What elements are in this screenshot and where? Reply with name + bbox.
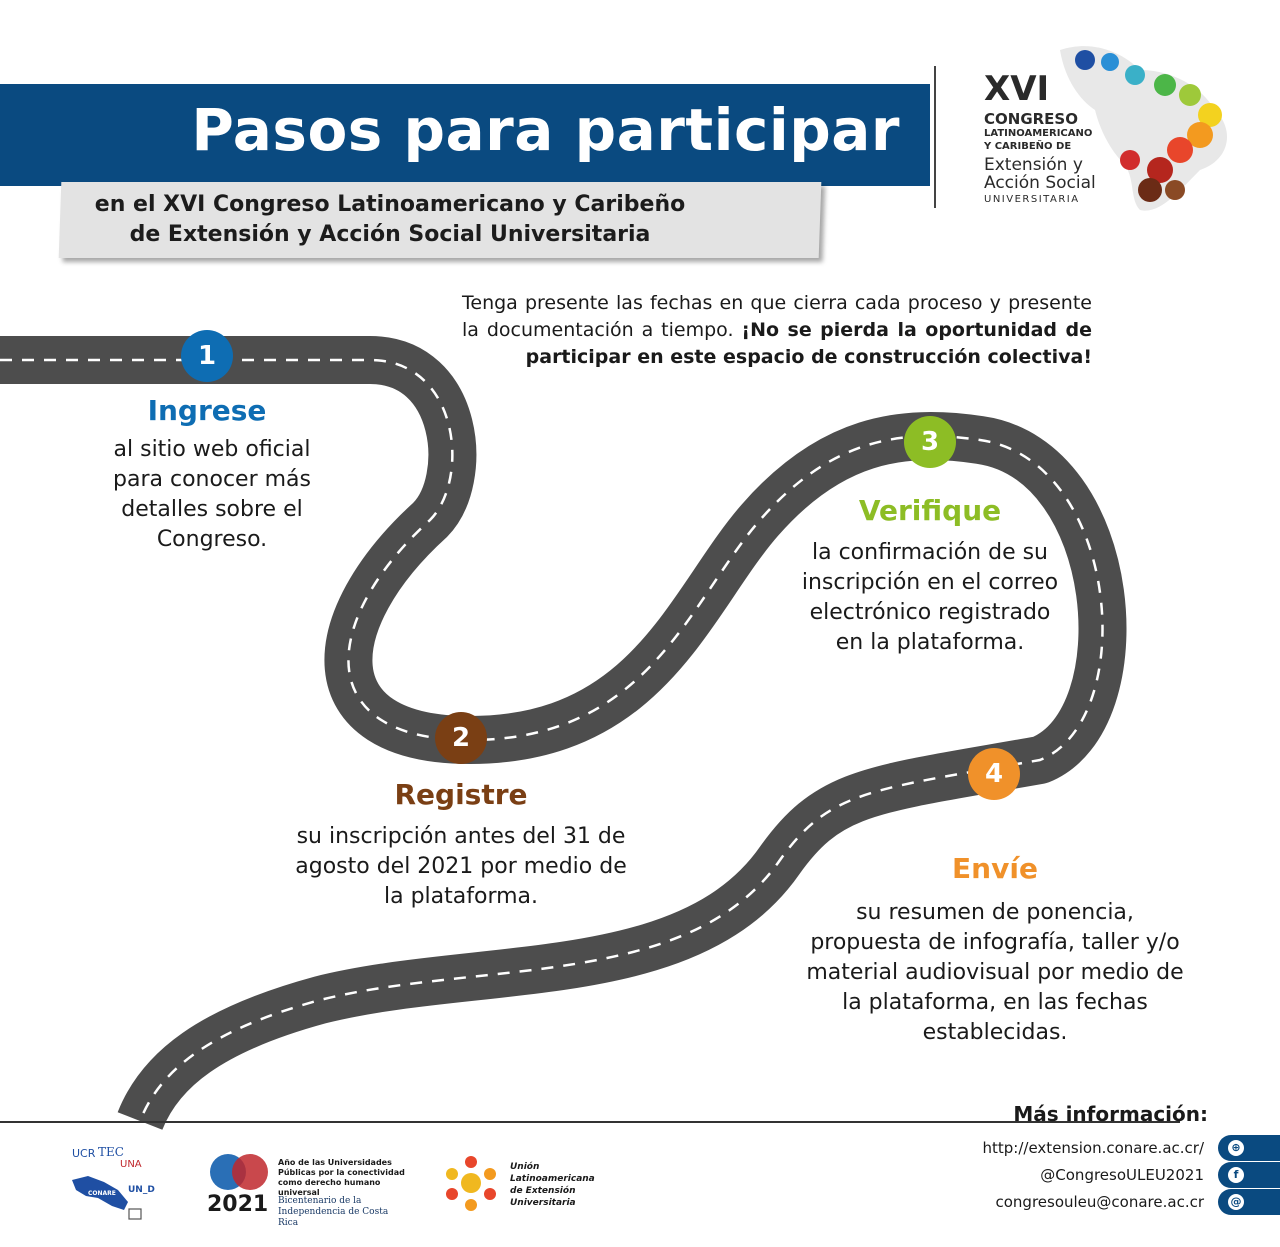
notice-bold: ¡No se pierda la oportunidad de participar en este espacio de construcción colectiva! [525, 319, 1092, 368]
step-4-heading: Envíe [952, 852, 1038, 885]
logo-line-5: UNIVERSITARIA [984, 194, 1080, 205]
step-4-description: su resumen de ponencia, propuesta de infografía, taller y/o material audiovisual por medio de la plataforma, en las fechas establecidas. [806, 900, 1184, 1045]
contact-tab [1218, 1162, 1280, 1188]
step-1-number-badge: 1 [181, 330, 233, 382]
subtitle-line-2: de Extensión y Acción Social Universitaria [129, 222, 651, 247]
step-3-description: la confirmación de su inscripción en el correo electrónico registrado en la plataforma. [801, 540, 1059, 655]
website-link[interactable]: http://extension.conare.ac.cr/ [982, 1139, 1204, 1157]
step-4-number-badge: 4 [968, 748, 1020, 800]
logo-line-3: Extensión y [984, 155, 1083, 175]
ucr-label: UCR [72, 1147, 96, 1160]
ulu-caption: Unión Latinoamericana de Extensión Universitaria [510, 1162, 595, 1208]
contact-email[interactable] [996, 1189, 1280, 1215]
bicentenario-caption: Bicentenario de la Independencia de Costa Rica [278, 1196, 389, 1228]
logo-congreso: CONGRESO [984, 110, 1078, 128]
tec-label: TEC [98, 1145, 124, 1159]
step-2-description: su inscripción antes del 31 de agosto del 2021 por medio de la plataforma. [295, 824, 627, 909]
header-divider [934, 66, 936, 208]
year-label: 2021 [207, 1192, 269, 1217]
logo-line-2: Y CARIBEÑO DE [984, 141, 1072, 152]
step-1-heading: Ingrese [147, 394, 267, 427]
more-info-title: Más información: [1013, 1102, 1208, 1126]
facebook-link[interactable]: @CongresoULEU2021 [1040, 1166, 1204, 1184]
logo-line-1: LATINOAMERICANO [984, 128, 1093, 139]
uned-label: UN_D [128, 1185, 155, 1195]
page-title: Pasos para participar [191, 96, 900, 164]
globe-icon [206, 1150, 272, 1196]
step-3-number-badge: 3 [904, 416, 956, 468]
una-label: UNA [120, 1159, 142, 1170]
step-2-heading: Registre [394, 778, 528, 811]
subtitle [60, 190, 720, 250]
logo-line-4: Acción Social [984, 173, 1096, 193]
year-caption: Año de las Universidades Públicas por la conectividad como derecho humano universal [278, 1158, 405, 1197]
conare-label: CONARE [88, 1190, 116, 1197]
step-1-description: al sitio web oficial para conocer más detalles sobre el Congreso. [113, 437, 311, 552]
email-link[interactable]: congresouleu@conare.ac.cr [995, 1193, 1204, 1211]
web-icon: ⊕ [1228, 1140, 1244, 1156]
email-icon: @ [1228, 1194, 1244, 1210]
subtitle-line-1: en el XVI Congreso Latinoamericano y Caribeño [94, 192, 686, 217]
contact-facebook[interactable] [1040, 1162, 1280, 1188]
contact-website[interactable] [983, 1135, 1280, 1161]
contact-tab [1218, 1135, 1280, 1161]
notice-regular: Tenga presente las fechas en que cierra cada proceso y presente la documentación a tiempo. [462, 292, 1092, 341]
contact-tab [1218, 1189, 1280, 1215]
facebook-icon: f [1228, 1167, 1244, 1183]
notice-text [462, 290, 1092, 371]
logo-numeral: XVI [984, 69, 1050, 109]
footer-divider [0, 1121, 1180, 1123]
ulu-emblem-icon [438, 1150, 504, 1216]
title-banner [0, 84, 930, 186]
step-3-heading: Verifique [858, 494, 1002, 527]
utn-icon [128, 1208, 142, 1220]
step-2-number-badge: 2 [435, 712, 487, 764]
